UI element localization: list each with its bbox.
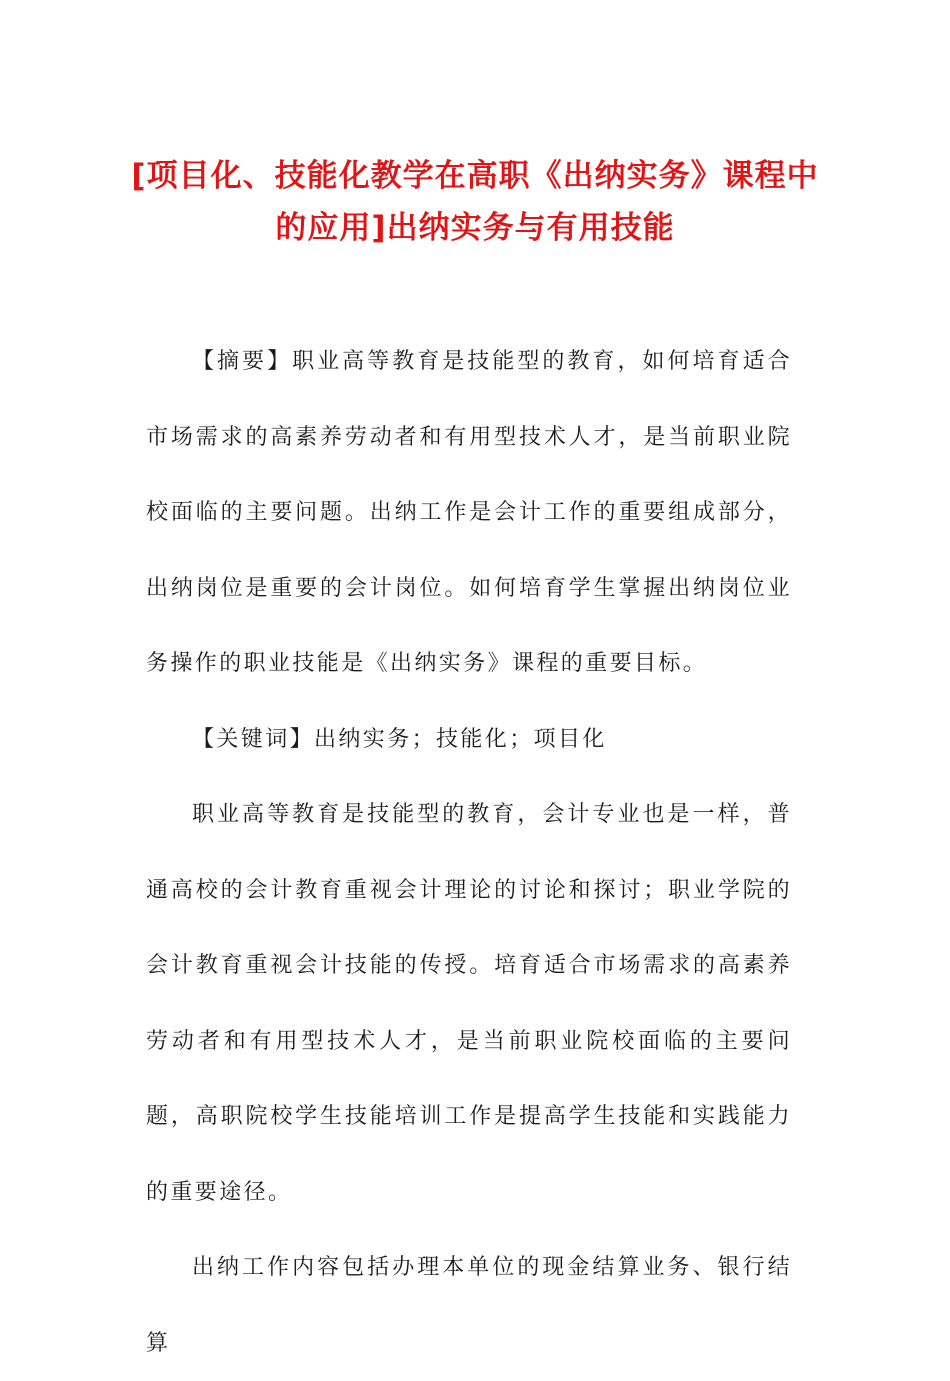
document-body: [146, 324, 792, 1381]
body-paragraph: 出纳工作内容包括办理本单位的现金结算业务、银行结算: [146, 1255, 792, 1356]
body-paragraph: 职业高等教育是技能型的教育，会计专业也是一样，普通高校的会计教育重视会计理论的讨论和探讨；职业学院的会计教育重视会计技能的传授。培育适合市场需求的高素养劳动者和有用型技术人才，是当前职业院校面临的主要问题，高职院校学生技能培训工作是提高学生技能和实践能力的重要途径。: [146, 802, 792, 1205]
document-title: [项目化、技能化教学在高职《出纳实务》课程中的应用]出纳实务与有用技能: [131, 158, 819, 246]
keywords-paragraph: 【关键词】出纳实务；技能化；项目化: [192, 726, 607, 752]
abstract-paragraph: 【摘要】职业高等教育是技能型的教育，如何培育适合市场需求的高素养劳动者和有用型技术人才，是当前职业院校面临的主要问题。出纳工作是会计工作的重要组成部分，出纳岗位是重要的会计岗位。如何培育学生掌握出纳岗位业务操作的职业技能是《出纳实务》课程的重要目标。: [146, 349, 792, 676]
